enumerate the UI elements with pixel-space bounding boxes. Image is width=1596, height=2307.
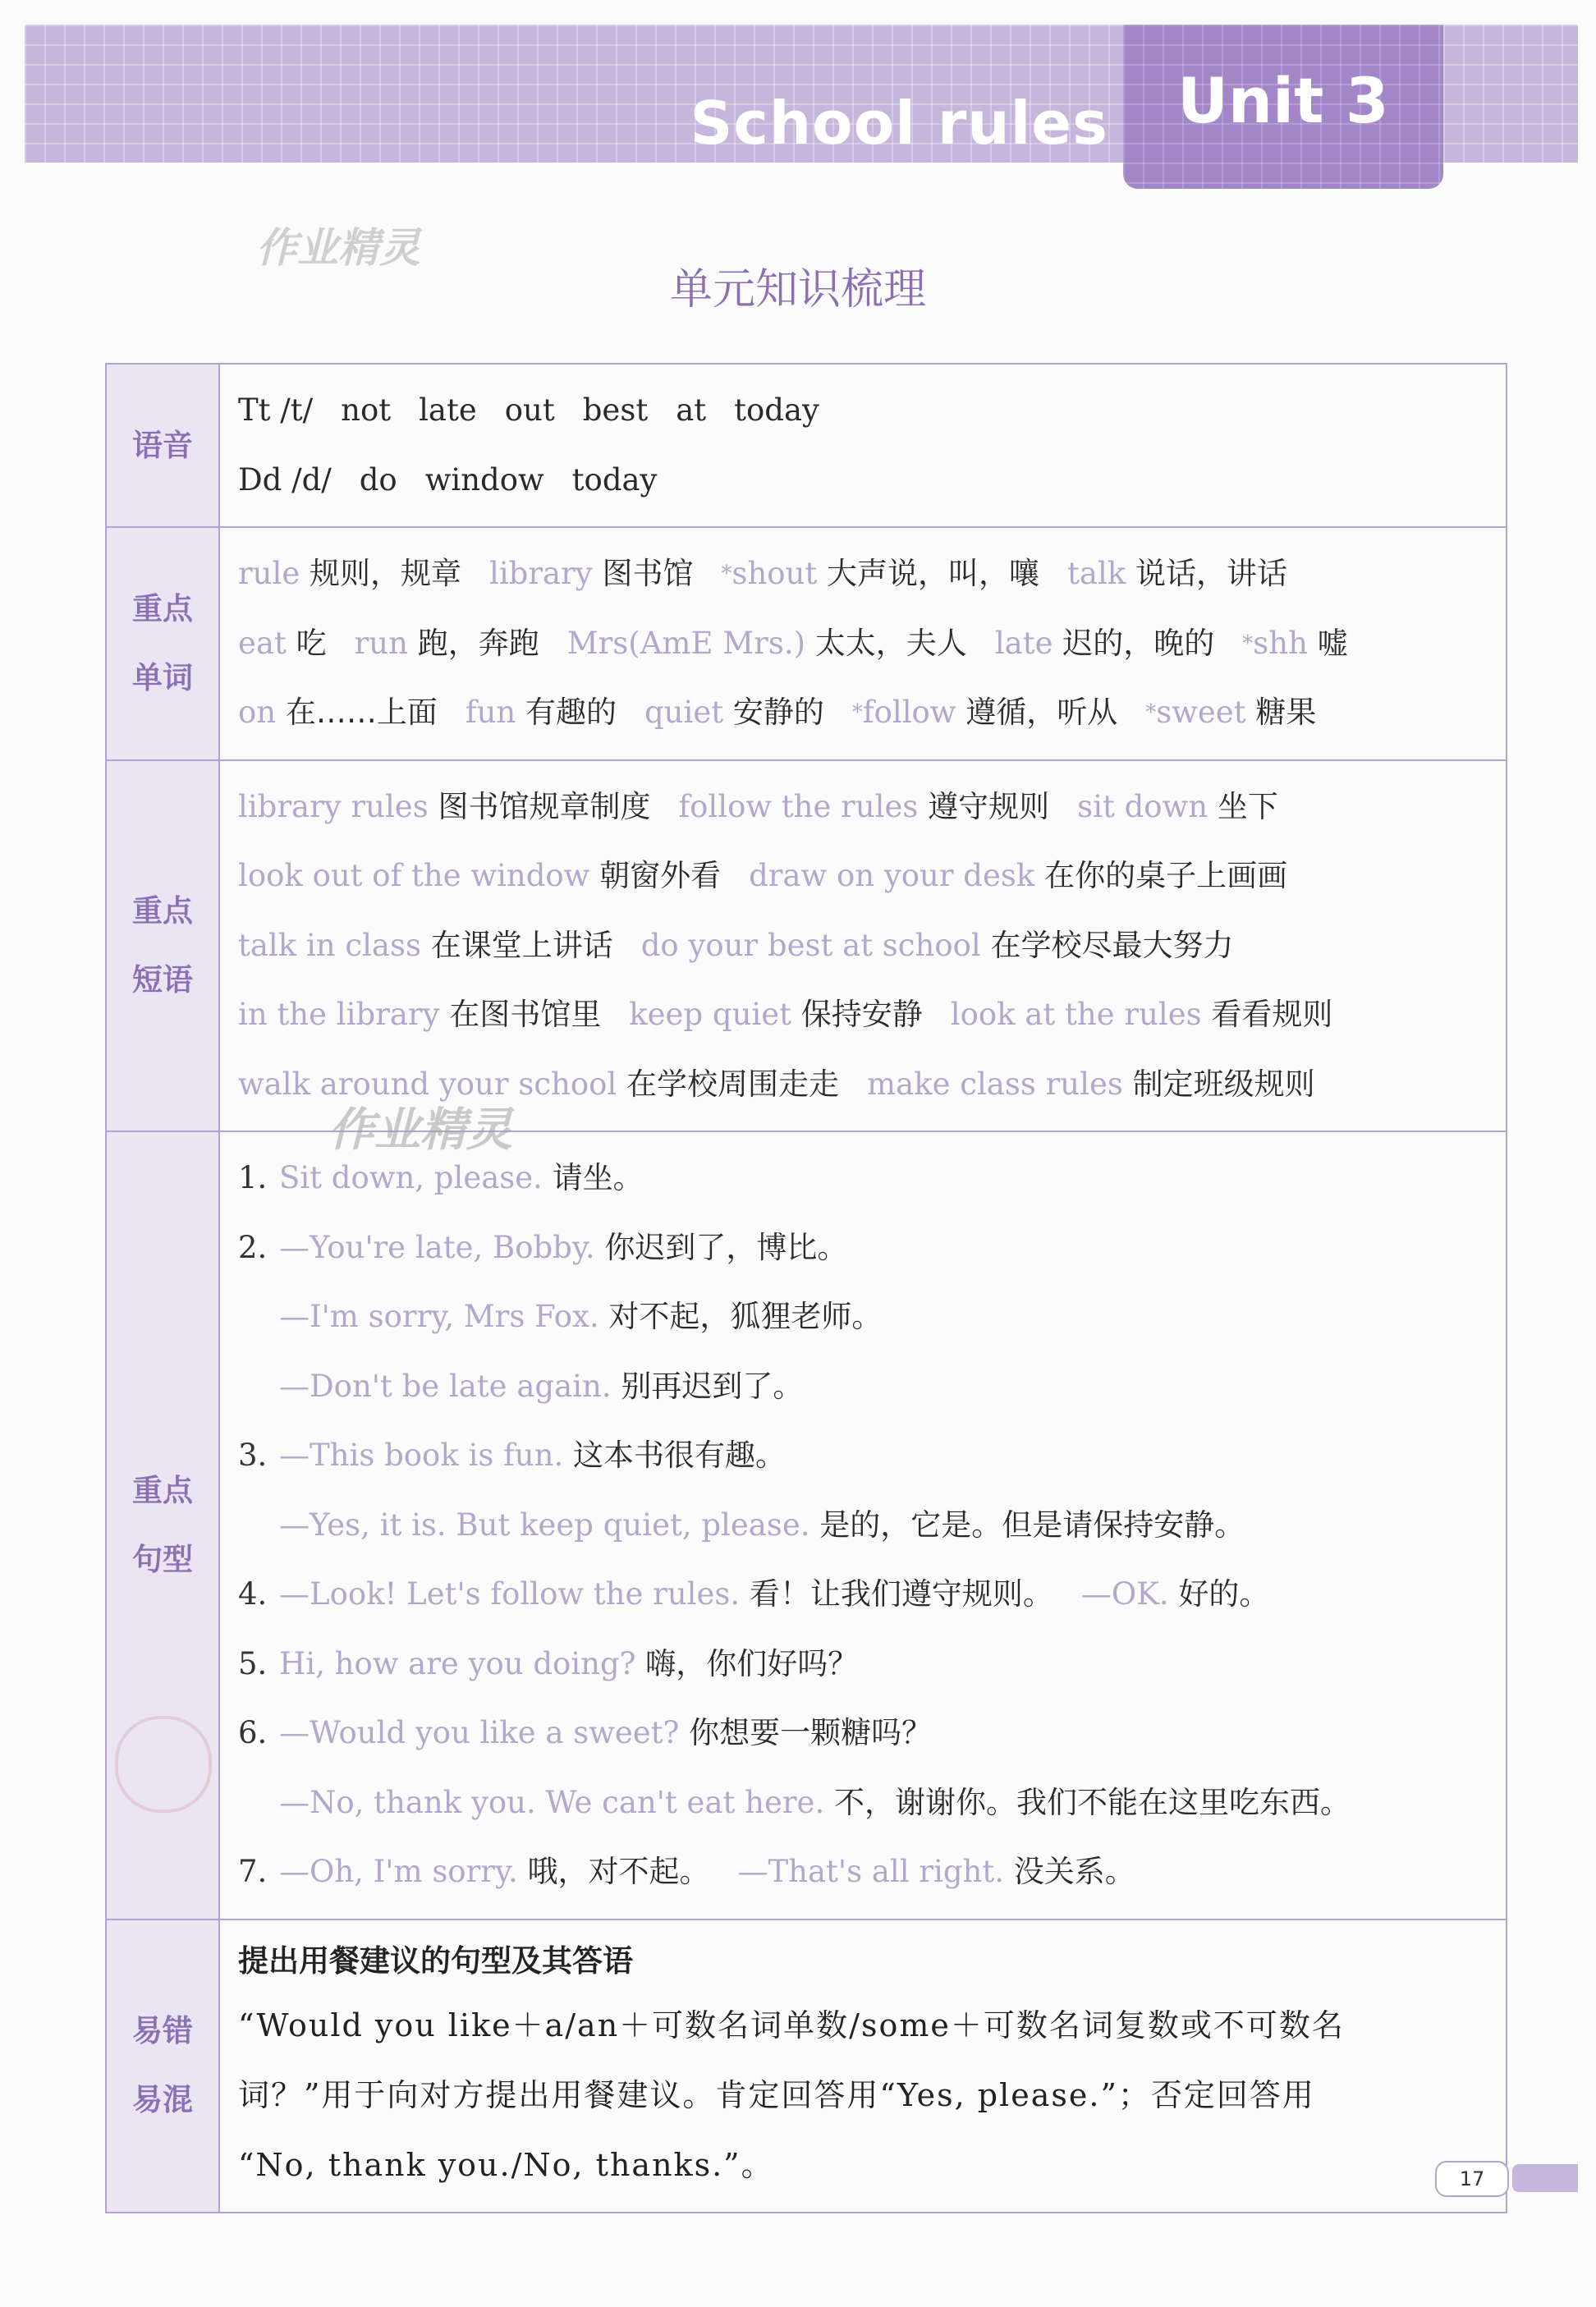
word-chinese: 有趣的 bbox=[525, 695, 617, 730]
sentence-line bbox=[238, 1421, 1494, 1491]
phrase-english: walk around your school bbox=[238, 1066, 617, 1102]
confusion-content bbox=[219, 1919, 1507, 2213]
phrase-chinese: 坐下 bbox=[1217, 788, 1278, 824]
sentence-english: —Yes, it is. But keep quiet, please. bbox=[279, 1507, 810, 1543]
word-chinese: 说话，讲话 bbox=[1135, 556, 1287, 591]
word-chinese: 嘘 bbox=[1317, 625, 1348, 661]
sentence-chinese: 不，谢谢你。我们不能在这里吃东西。 bbox=[833, 1784, 1351, 1820]
watermark-logo: 作业精灵 bbox=[328, 1103, 512, 1157]
sentence-line bbox=[238, 1352, 1494, 1422]
phonics-word: today bbox=[571, 461, 658, 498]
word-chinese: 糖果 bbox=[1255, 695, 1317, 730]
phonics-word: out bbox=[504, 392, 555, 428]
sentence-english: Sit down, please. bbox=[279, 1160, 543, 1195]
phrase-english: library rules bbox=[238, 788, 429, 824]
phonics-content bbox=[219, 364, 1507, 527]
sentence-english: Hi, how are you doing? bbox=[279, 1645, 636, 1681]
word-chinese: 规则，规章 bbox=[310, 556, 462, 591]
sentence-chinese: 这本书很有趣。 bbox=[572, 1438, 786, 1473]
phonics-line bbox=[238, 446, 1494, 516]
phrase-chinese: 看看规则 bbox=[1211, 997, 1333, 1032]
sentence-number: 4. bbox=[238, 1576, 268, 1612]
page-number: 17 bbox=[1435, 2161, 1509, 2197]
word-line bbox=[238, 609, 1494, 679]
phrase-chinese: 图书馆规章制度 bbox=[438, 788, 651, 824]
sentence-chinese: 是的，它是。但是请保持安静。 bbox=[819, 1507, 1245, 1543]
phrase-english: keep quiet bbox=[629, 997, 792, 1032]
phrase-english: do your best at school bbox=[640, 927, 981, 963]
words-content bbox=[219, 527, 1507, 760]
sentence-chinese: 没关系。 bbox=[1013, 1854, 1135, 1889]
word-english: late bbox=[994, 625, 1053, 661]
phrase-line bbox=[238, 842, 1494, 911]
sentence-number: 2. bbox=[238, 1229, 268, 1265]
sentence-chinese: 请坐。 bbox=[552, 1160, 644, 1195]
sentences-row bbox=[106, 1131, 1507, 1919]
sentence-chinese: 别再迟到了。 bbox=[621, 1368, 804, 1404]
sentence-english: —That's all right. bbox=[737, 1854, 1004, 1889]
sentence-number: 1. bbox=[238, 1160, 268, 1195]
phrase-chinese: 遵守规则 bbox=[928, 788, 1050, 824]
word-english: fun bbox=[465, 695, 516, 730]
section-title: 单元知识梳理 bbox=[669, 265, 926, 314]
phrase-english: look at the rules bbox=[950, 997, 1202, 1032]
word-english: rule bbox=[238, 556, 300, 591]
word-english: quiet bbox=[644, 695, 724, 730]
sentence-chinese: 你想要一颗糖吗？ bbox=[689, 1715, 933, 1750]
word-chinese: 安静的 bbox=[732, 695, 824, 730]
sentence-chinese: 你迟到了，博比。 bbox=[604, 1229, 848, 1265]
word-chinese: 吃 bbox=[296, 625, 327, 661]
sentence-number: 5. bbox=[238, 1645, 268, 1681]
phonics-word: do bbox=[359, 461, 397, 498]
phrase-chinese: 在课堂上讲话 bbox=[430, 927, 613, 963]
phrases-row bbox=[106, 760, 1507, 1132]
word-chinese: 太太，夫人 bbox=[814, 625, 967, 661]
word-line bbox=[238, 539, 1494, 609]
sentence-number: 6. bbox=[238, 1715, 268, 1750]
stamp-mark bbox=[115, 1716, 212, 1813]
sentence-english: —I'm sorry, Mrs Fox. bbox=[279, 1299, 599, 1334]
confusion-line: “No, thank you./No, thanks.”。 bbox=[238, 2146, 774, 2183]
sentence-number: 7. bbox=[238, 1854, 268, 1889]
sentence-line bbox=[238, 1213, 1494, 1283]
phrase-chinese: 制定班级规则 bbox=[1132, 1066, 1315, 1102]
word-english: library bbox=[489, 556, 593, 591]
sentence-chinese: 对不起，狐狸老师。 bbox=[608, 1299, 883, 1334]
unit-tab bbox=[1123, 25, 1443, 189]
sentences-content bbox=[219, 1131, 1507, 1919]
word-english: run bbox=[354, 625, 408, 661]
confusion-line: “Would you like＋a/an＋可数名词单数/some＋可数名词复数或不可数名 bbox=[238, 2007, 1345, 2043]
phonics-word: best bbox=[582, 392, 649, 428]
sentence-chinese: 看！让我们遵守规则。 bbox=[749, 1576, 1053, 1612]
phrase-chinese: 在学校尽最大努力 bbox=[990, 927, 1234, 963]
sentence-line bbox=[238, 1282, 1494, 1352]
word-english: eat bbox=[238, 625, 287, 661]
phrase-english: in the library bbox=[238, 997, 440, 1032]
phonics-word: late bbox=[419, 392, 477, 428]
phrase-chinese: 保持安静 bbox=[800, 997, 923, 1032]
phonics-word: today bbox=[734, 392, 819, 428]
word-english: Mrs(AmE Mrs.) bbox=[566, 625, 806, 661]
word-chinese: 遵循，听从 bbox=[965, 695, 1118, 730]
word-chinese: 跑，奔跑 bbox=[417, 625, 539, 661]
star-mark: * bbox=[1242, 631, 1254, 656]
phonics-label: 语音 bbox=[106, 364, 219, 527]
confusion-line: 词？”用于向对方提出用餐建议。肯定回答用“Yes, please.”；否定回答用 bbox=[238, 2076, 1315, 2113]
phrase-line bbox=[238, 773, 1494, 842]
sentence-chinese: 好的。 bbox=[1178, 1576, 1270, 1612]
word-english: talk bbox=[1067, 556, 1126, 591]
confusion-heading: 提出用餐建议的句型及其答语 bbox=[238, 1942, 633, 1979]
phrase-english: follow the rules bbox=[678, 788, 919, 824]
phonics-word: window bbox=[424, 461, 544, 498]
sentence-number: 3. bbox=[238, 1438, 268, 1473]
word-chinese: 大声说，叫，嚷 bbox=[827, 556, 1040, 591]
sentence-english: —Would you like a sweet? bbox=[279, 1715, 680, 1750]
unit-title: School rules bbox=[690, 89, 1108, 158]
sentence-english: —Oh, I'm sorry. bbox=[279, 1854, 518, 1889]
phonics-line bbox=[238, 376, 1494, 446]
phonics-letter: Dd /d/ bbox=[238, 461, 332, 498]
knowledge-table bbox=[105, 363, 1507, 2213]
phrase-english: look out of the window bbox=[238, 858, 590, 893]
word-english: follow bbox=[862, 695, 956, 730]
phrase-english: talk in class bbox=[238, 927, 421, 963]
word-english: shh bbox=[1253, 625, 1308, 661]
phrases-content bbox=[219, 760, 1507, 1132]
sentence-chinese: 嗨，你们好吗？ bbox=[645, 1645, 859, 1681]
word-chinese: 迟的，晚的 bbox=[1062, 625, 1215, 661]
word-line bbox=[238, 678, 1494, 748]
sentence-chinese: 哦，对不起。 bbox=[527, 1854, 710, 1889]
phrase-chinese: 在图书馆里 bbox=[449, 997, 602, 1032]
sentences-label: 重点 句型 bbox=[106, 1131, 219, 1919]
star-mark: * bbox=[721, 562, 732, 586]
sentence-line bbox=[238, 1699, 1494, 1768]
phrase-english: make class rules bbox=[867, 1066, 1123, 1102]
word-chinese: 在……上面 bbox=[285, 695, 438, 730]
words-row bbox=[106, 527, 1507, 760]
phonics-word: not bbox=[341, 392, 392, 428]
phrases-label: 重点 短语 bbox=[106, 760, 219, 1132]
sentence-english: —OK. bbox=[1080, 1576, 1169, 1612]
sentence-english: —No, thank you. We can't eat here. bbox=[279, 1784, 825, 1820]
phrase-chinese: 在你的桌子上画画 bbox=[1044, 858, 1288, 893]
sentence-line bbox=[238, 1560, 1494, 1630]
sentence-line bbox=[238, 1491, 1494, 1561]
phonics-word: at bbox=[676, 392, 707, 428]
phonics-row bbox=[106, 364, 1507, 527]
sentence-english: —You're late, Bobby. bbox=[279, 1229, 595, 1265]
phrase-english: draw on your desk bbox=[749, 858, 1035, 893]
word-english: sweet bbox=[1156, 695, 1246, 730]
sentence-english: —Don't be late again. bbox=[279, 1368, 612, 1404]
confusion-row bbox=[106, 1919, 1507, 2213]
sentence-english: —Look! Let's follow the rules. bbox=[279, 1576, 741, 1612]
word-english: shout bbox=[732, 556, 818, 591]
phrase-chinese: 在学校周围走走 bbox=[626, 1066, 840, 1102]
unit-label: Unit 3 bbox=[1177, 64, 1389, 137]
confusion-label: 易错 易混 bbox=[106, 1919, 219, 2213]
words-label: 重点 单词 bbox=[106, 527, 219, 760]
watermark-logo: 作业精灵 bbox=[256, 224, 420, 272]
star-mark: * bbox=[1145, 700, 1157, 725]
phrase-chinese: 朝窗外看 bbox=[599, 858, 722, 893]
sentence-line bbox=[238, 1630, 1494, 1699]
page-tab bbox=[1512, 2164, 1578, 2192]
star-mark: * bbox=[851, 700, 863, 725]
word-chinese: 图书馆 bbox=[602, 556, 694, 591]
phrase-line bbox=[238, 980, 1494, 1050]
phrase-english: sit down bbox=[1077, 788, 1208, 824]
sentence-line bbox=[238, 1837, 1494, 1907]
phonics-letter: Tt /t/ bbox=[238, 392, 314, 428]
sentence-line bbox=[238, 1768, 1494, 1838]
word-english: on bbox=[238, 695, 277, 730]
sentence-english: —This book is fun. bbox=[279, 1438, 564, 1473]
phrase-line bbox=[238, 911, 1494, 981]
